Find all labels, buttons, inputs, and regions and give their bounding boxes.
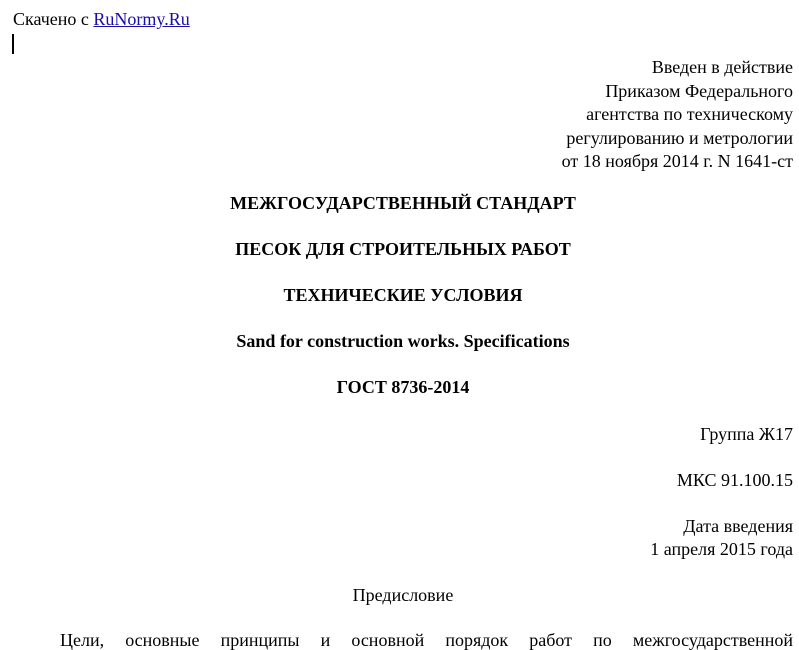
introduction-date-label: Дата введения (683, 516, 793, 536)
group-code: Группа Ж17 (700, 424, 793, 444)
standard-type-heading: МЕЖГОСУДАРСТВЕННЫЙ СТАНДАРТ (230, 193, 576, 213)
english-title: Sand for construction works. Specifications (236, 331, 570, 351)
source-line (13, 8, 190, 30)
standard-code: ГОСТ 8736-2014 (336, 377, 470, 397)
enactment-block (562, 56, 793, 174)
foreword-paragraph: Цели, основные принципы и основной порядок работ по межгосударственной (60, 630, 793, 650)
foreword-title: Предисловие (352, 585, 454, 605)
enactment-line-5: от 18 ноября 2014 г. N 1641-ст (561, 151, 793, 171)
enactment-line-4: регулированию и метрологии (566, 127, 793, 148)
document-subtitle: ТЕХНИЧЕСКИЕ УСЛОВИЯ (283, 285, 523, 305)
enactment-line-2: Приказом Федерального (605, 80, 793, 101)
introduction-date-value: 1 апреля 2015 года (650, 539, 793, 559)
enactment-line-1: Введен в действие (651, 57, 793, 77)
runormy-link[interactable]: RuNormy.Ru (93, 9, 190, 29)
text-caret (12, 34, 14, 54)
source-prefix: Скачено с (13, 9, 94, 29)
document-title: ПЕСОК ДЛЯ СТРОИТЕЛЬНЫХ РАБОТ (235, 239, 571, 259)
enactment-line-3: агентства по техническому (586, 104, 793, 124)
mks-code: МКС 91.100.15 (676, 470, 793, 490)
